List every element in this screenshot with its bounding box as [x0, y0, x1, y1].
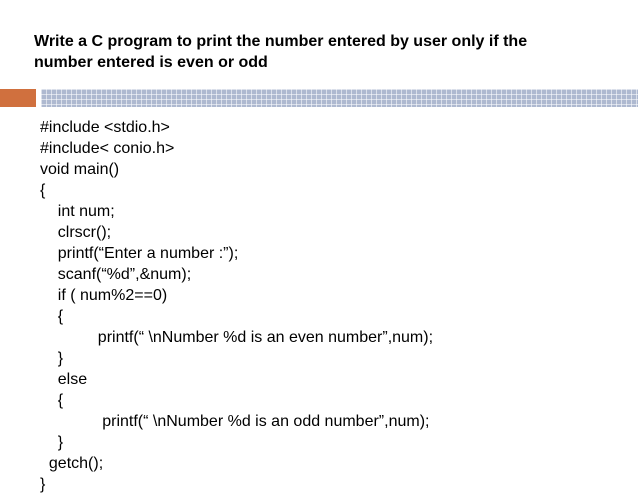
code-line-18: } [40, 476, 46, 493]
title-line-1: Write a C program to print the number entered by user only if the [34, 33, 528, 50]
code-line-6: clrscr(); [40, 224, 112, 241]
code-line-2: #include< conio.h> [40, 140, 175, 157]
code-line-5: int num; [40, 203, 115, 220]
code-line-13: else [40, 371, 88, 388]
code-line-11: printf(“ \nNumber %d is an even number”,num); [40, 329, 434, 346]
accent-bar [0, 89, 36, 107]
code-line-7: printf(“Enter a number :”); [40, 245, 239, 262]
code-line-15: printf(“ \nNumber %d is an odd number”,num); [40, 413, 430, 430]
code-line-8: scanf(“%d”,&num); [40, 266, 192, 283]
slide-title [34, 31, 624, 73]
title-line-2: number entered is even or odd [34, 54, 268, 71]
code-line-4: { [40, 182, 46, 199]
code-line-16: } [40, 434, 64, 451]
code-line-10: { [40, 308, 64, 325]
code-line-1: #include <stdio.h> [40, 119, 170, 136]
code-line-14: { [40, 392, 64, 409]
code-line-9: if ( num%2==0) [40, 287, 168, 304]
code-line-17: getch(); [40, 455, 104, 472]
code-line-12: } [40, 350, 64, 367]
code-block [40, 117, 630, 495]
code-line-3: void main() [40, 161, 120, 178]
divider-band [41, 89, 638, 107]
